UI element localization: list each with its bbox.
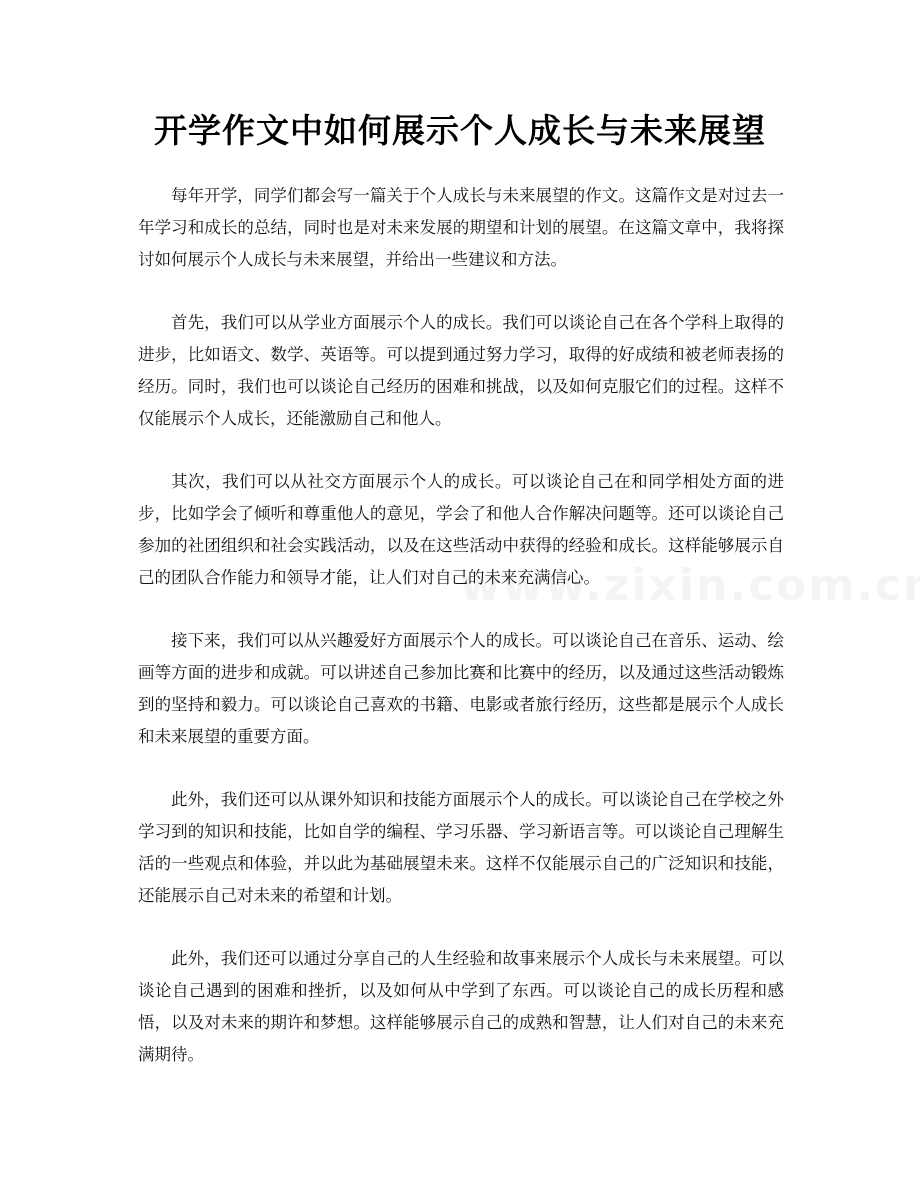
paragraph-extracurricular: 此外，我们还可以从课外知识和技能方面展示个人的成长。可以谈论自己在学校之外学习到的知识和技能，比如自学的编程、学习乐器、学习新语言等。可以谈论自己理解生活的一些观点和体验，并以此为基础展望未来。这样不仅能展示自己的广泛知识和技能，还能展示自己对未来的希望和计划。 (138, 790, 784, 905)
paragraph-hobbies: 接下来，我们可以从兴趣爱好方面展示个人的成长。可以谈论自己在音乐、运动、绘画等方面的进步和成就。可以讲述自己参加比赛和比赛中的经历，以及通过这些活动锻炼到的坚持和毅力。可以谈论自己喜欢的书籍、电影或者旅行经历，这些都是展示个人成长和未来展望的重要方面。 (138, 631, 784, 746)
page-title: 开学作文中如何展示个人成长与未来展望 (154, 111, 766, 150)
paragraph-academic: 首先，我们可以从学业方面展示个人的成长。我们可以谈论自己在各个学科上取得的进步，比如语文、数学、英语等。可以提到通过努力学习，取得的好成绩和被老师表扬的经历。同时，我们也可以谈论自己经历的困难和挑战，以及如何克服它们的过程。这样不仅能展示个人成长，还能激励自己和他人。 (138, 313, 784, 428)
paragraph-intro: 每年开学，同学们都会写一篇关于个人成长与未来展望的作文。这篇作文是对过去一年学习和成长的总结，同时也是对未来发展的期望和计划的展望。在这篇文章中，我将探讨如何展示个人成长与未来展望，并给出一些建议和方法。 (138, 186, 784, 269)
paragraph-experience: 此外，我们还可以通过分享自己的人生经验和故事来展示个人成长与未来展望。可以谈论自己遇到的困难和挫折，以及如何从中学到了东西。可以谈论自己的成长历程和感悟，以及对未来的期许和梦想。这样能够展示自己的成熟和智慧，让人们对自己的未来充满期待。 (138, 949, 784, 1064)
paragraph-social: 其次，我们可以从社交方面展示个人的成长。可以谈论自己在和同学相处方面的进步，比如学会了倾听和尊重他人的意见，学会了和他人合作解决问题等。还可以谈论自己参加的社团组织和社会实践活动，以及在这些活动中获得的经验和成长。这样能够展示自己的团队合作能力和领导才能，让人们对自己的未来充满信心。 (138, 472, 784, 587)
article-body (138, 180, 784, 1102)
